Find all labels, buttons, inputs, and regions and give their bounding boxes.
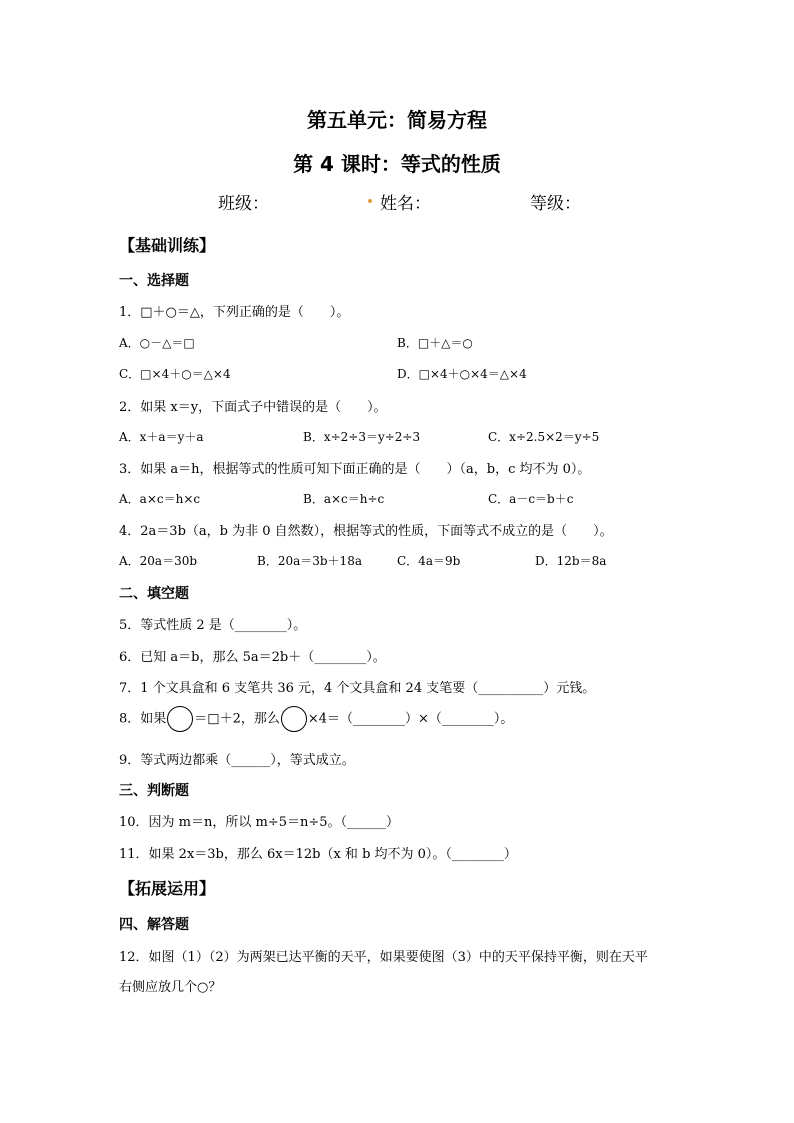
question-9: 9．等式两边都乘（______），等式成立。 bbox=[119, 753, 355, 768]
question-7: 7．1 个文具盒和 6 支笔共 36 元，4 个文具盒和 24 支笔要（__________）元钱。 bbox=[119, 681, 596, 696]
heading-judge: 三、判断题 bbox=[119, 783, 189, 799]
lesson-title: 第 4 课时：等式的性质 bbox=[293, 152, 501, 176]
q1-option-d: D．□×4＋○×4＝△×4 bbox=[397, 367, 527, 381]
class-label: 班级： bbox=[218, 194, 269, 214]
section-basic-training: 【基础训练】 bbox=[119, 236, 216, 255]
q4-option-d: D．12b＝8a bbox=[535, 554, 607, 568]
q3-option-b: B．a×c＝h÷c bbox=[303, 492, 385, 506]
q2-option-a: A．x＋a＝y＋a bbox=[119, 430, 204, 444]
question-2: 2．如果 x＝y，下面式子中错误的是（ ）。 bbox=[119, 400, 387, 415]
q4-option-b: B．20a＝3b＋18a bbox=[257, 554, 362, 568]
question-6: 6．已知 a＝b，那么 5a＝2b＋（________）。 bbox=[119, 650, 386, 665]
grade-label: 等级： bbox=[530, 194, 581, 214]
q2-option-b: B．x÷2÷3＝y÷2÷3 bbox=[303, 430, 421, 444]
section-extend: 【拓展运用】 bbox=[119, 879, 216, 898]
q1-option-c: C．□×4＋○＝△×4 bbox=[119, 367, 231, 381]
q4-option-a: A．20a＝30b bbox=[119, 554, 198, 568]
heading-choice: 一、选择题 bbox=[119, 273, 189, 289]
q8-part-1: 8．如果 bbox=[119, 711, 167, 727]
question-10: 10．因为 m＝n，所以 m÷5＝n÷5。（______） bbox=[119, 815, 400, 830]
circle-shape-icon bbox=[167, 706, 193, 732]
q3-option-a: A．a×c＝h×c bbox=[119, 492, 201, 506]
decorative-dot bbox=[368, 199, 372, 203]
question-3: 3．如果 a＝h，根据等式的性质可知下面正确的是（ ）（a，b，c 均不为 0）。 bbox=[119, 462, 591, 477]
q4-option-c: C．4a＝9b bbox=[397, 554, 461, 568]
question-1: 1．□＋○＝△，下列正确的是（ ）。 bbox=[119, 305, 350, 320]
question-8 bbox=[119, 706, 513, 732]
name-label: 姓名： bbox=[380, 194, 431, 214]
q8-part-2: ＝□＋2，那么 bbox=[194, 711, 280, 727]
question-11: 11．如果 2x＝3b，那么 6x＝12b（x 和 b 均不为 0）。（________） bbox=[119, 847, 517, 862]
heading-fill: 二、填空题 bbox=[119, 586, 189, 602]
question-12-line-1: 12．如图（1）（2）为两架已达平衡的天平，如果要使图（3）中的天平保持平衡，则在天平 bbox=[119, 950, 648, 965]
question-5: 5．等式性质 2 是（________）。 bbox=[119, 618, 307, 633]
heading-answer: 四、解答题 bbox=[119, 917, 189, 933]
q1-option-a: A．○－△＝□ bbox=[119, 336, 195, 350]
q3-option-c: C．a－c＝b＋c bbox=[488, 492, 574, 506]
q2-option-c: C．x÷2.5×2＝y÷5 bbox=[488, 430, 600, 444]
question-12-line-2: 右侧应放几个○？ bbox=[119, 980, 222, 995]
q8-part-3: ×4＝（________）×（________）。 bbox=[307, 711, 514, 727]
q1-option-b: B．□＋△＝○ bbox=[397, 336, 473, 350]
question-4: 4．2a＝3b（a，b 为非 0 自然数），根据等式的性质，下面等式不成立的是（ ）。 bbox=[119, 524, 613, 539]
unit-title: 第五单元：简易方程 bbox=[307, 108, 487, 132]
circle-shape-icon bbox=[281, 706, 307, 732]
